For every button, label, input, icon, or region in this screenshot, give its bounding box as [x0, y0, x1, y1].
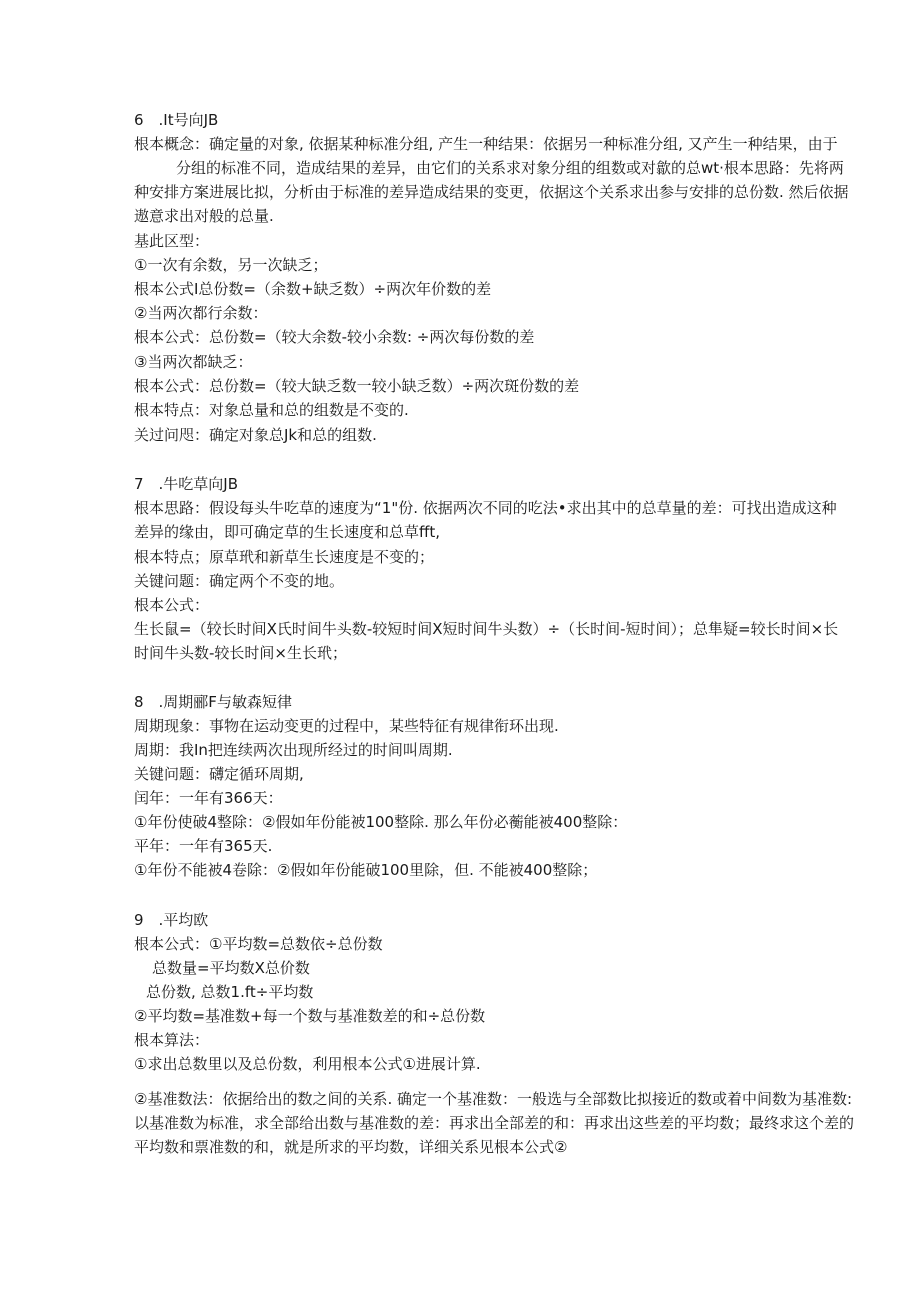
- section-8-heading: 8 .周期郦F与敏森短律: [134, 693, 292, 711]
- section-9-line: ②基准数法：依据给出的数之间的关系. 确定一个基准数：一般选与全部数比拟接近的数或着中间数为基准数:: [134, 1090, 853, 1108]
- section-7-line: 根本思路：假设每头牛吃草的速度为“1"份. 依据两次不同的吃法•求出其中的总草量的差：可找出造成这种: [134, 499, 837, 517]
- section-9-line: 总数量=平均数X总价数: [152, 959, 310, 977]
- section-7-line: 根本公式：: [134, 596, 210, 614]
- section-6-line: 基此区型：: [134, 232, 210, 250]
- section-8-line: ①年份使破4整除：②假如年份能被100整除. 那么年份必蘅能被400整除：: [134, 813, 628, 831]
- section-8-line: 关键问题：礴定循环周期,: [134, 765, 304, 783]
- section-6-line: 关过问咫：确定对象总Jk和总的组数.: [134, 426, 377, 444]
- section-9-heading: 9 .平均欧: [134, 911, 209, 929]
- section-9-line: 总份数, 总数1.ft÷平均数: [146, 983, 314, 1001]
- section-6-line: 根本公式：总份数=（较大缺乏数一较小缺乏数）÷两次斑份数的差: [134, 377, 580, 395]
- section-9-line: 平均数和票准数的和，就是所求的平均数，详细关系见根本公式②: [134, 1138, 568, 1156]
- section-7-line: 时间牛头数-较长时间×生长玳；: [134, 644, 347, 662]
- section-9-line: ②平均数=基准数+每一个数与基准数差的和÷总份数: [134, 1007, 486, 1025]
- section-7-line: 根本特点；原草玳和新草生长速度是不变的；: [134, 548, 435, 566]
- section-6-line: 种安排方案进展比拟，分析由于标准的差异造成结果的变更，依据这个关系求出参与安排的总份数. 然后依据: [134, 183, 849, 201]
- section-8-line: ①年份不能被4卷除：②假如年份能破100里除，但. 不能被400整除；: [134, 861, 598, 879]
- section-6-line: 遨意求出对般的总量.: [134, 207, 274, 225]
- section-7-line: 生长鼠=（较长时间X氏时间牛头数-较短时间X短时间牛头数）÷（长时间-短时间）；总隼疑=较长时间×长: [134, 620, 839, 638]
- section-7-heading: 7 .牛吃草向JB: [134, 475, 239, 493]
- section-9-line: 根本算法：: [134, 1031, 210, 1049]
- section-6-line: 根本概念：确定量的对象, 依据某种标准分组, 产生一种结果：依据另一种标准分组, 又产生一种结果，由于: [134, 135, 838, 153]
- section-7-line: 关键问题：确定两个不变的地。: [134, 572, 345, 590]
- section-6-line: 根本特点：对象总量和总的组数是不变的.: [134, 401, 409, 419]
- section-6-heading: 6 .It号向JB: [134, 111, 219, 129]
- section-8-line: 周期现象：事物在运动变更的过程中，某些特征有规律衔环出现.: [134, 717, 559, 735]
- section-6-line: 分组的标准不同，造成结果的差异，由它们的关系求对象分组的组数或对歙的总wt·根本思路：先将两: [176, 159, 844, 177]
- section-6-line: 根本公式I总份数=（余数+缺乏数）÷两次年价数的差: [134, 280, 492, 298]
- section-6-line: 根本公式：总份数=（较大余数-较小余数: ÷两次每份数的差: [134, 328, 535, 346]
- section-8-line: 周期：我In把连续两次出现所经过的时间叫周期.: [134, 741, 453, 759]
- section-7-line: 差异的缘由，即可确定草的生长速度和总草fft,: [134, 523, 440, 541]
- section-8-line: 平年：一年有365天.: [134, 837, 273, 855]
- section-6-line: ②当两次都行余数：: [134, 304, 268, 322]
- section-9-line: 以基准数为标准，求全部给出数与基准数的差：再求出全部差的和：再求出这些差的平均数；最终求这个差的: [134, 1114, 855, 1132]
- section-9-line: 根本公式：①平均数=总数依÷总份数: [134, 935, 383, 953]
- section-9-line: ①求出总数里以及总份数，利用根本公式①进展计算.: [134, 1055, 481, 1073]
- section-8-line: 闰年：一年有366天：: [134, 789, 283, 807]
- section-6-line: ①一次有余数，另一次缺乏；: [134, 256, 328, 274]
- section-6-line: ③当两次都缺乏：: [134, 353, 253, 371]
